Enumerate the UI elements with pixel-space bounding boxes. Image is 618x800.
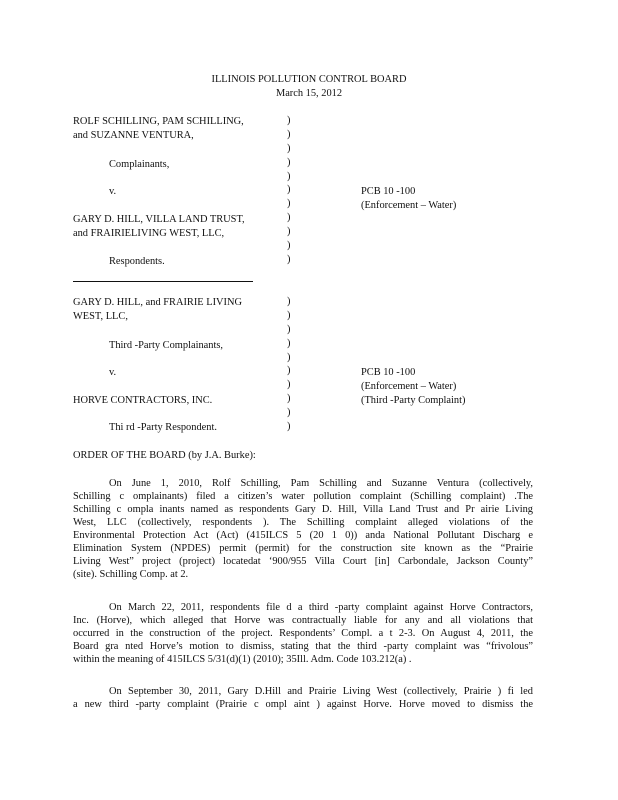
complainants-names-line1: ROLF SCHILLING, PAM SCHILLING, bbox=[73, 116, 244, 127]
paragraph-line: occurred in the construction of the project. Respondents’ Compl. a t 2-3. On August 4, 2011, the bbox=[73, 628, 533, 639]
paragraph-line: On June 1, 2010, Rolf Schilling, Pam Schilling and Suzanne Ventura (collectively, bbox=[109, 478, 533, 489]
paragraph-line: On March 22, 2011, respondents file d a third -party complaint against Horve Contractors, bbox=[109, 602, 533, 613]
case-type: (Enforcement – Water) bbox=[361, 200, 457, 211]
third-party-complainants-line1: GARY D. HILL, and FRAIRIE LIVING bbox=[73, 297, 243, 308]
paragraph-line: Living West” project (project) locatedat ‘900/955 Villa Court [in] Carbondale, Jackson County” bbox=[73, 556, 533, 567]
respondents-role: Respondents. bbox=[109, 256, 165, 267]
versus-label: v. bbox=[109, 186, 117, 197]
case-type-2: (Enforcement – Water) bbox=[361, 381, 457, 392]
board-name: ILLINOIS POLLUTION CONTROL BOARD bbox=[211, 74, 407, 85]
paragraph-line: Elimination System (NPDES) permit (permit) for the construction site known as the “Prairie bbox=[73, 543, 533, 554]
paragraph-line: Schilling c omplainants) filed a citizen’s water pollution complaint (Schilling complaint) .The bbox=[73, 491, 533, 502]
paragraph-line: West, LLC (collectively, respondents ). The Schilling complaint alleged violations of the bbox=[73, 517, 533, 528]
complainants-names-line2: and SUZANNE VENTURA, bbox=[73, 130, 194, 141]
caption-divider bbox=[73, 281, 253, 282]
caption-brackets-2: ) ) ) ) ) ) ) ) ) ) bbox=[287, 296, 291, 433]
third-party-complainants-role: Third -Party Complainants, bbox=[109, 340, 223, 351]
third-party-complainants-line2: WEST, LLC, bbox=[73, 311, 128, 322]
paragraph-3 bbox=[73, 685, 533, 711]
paragraph-2 bbox=[73, 601, 533, 666]
order-heading: ORDER OF THE BOARD (by J.A. Burke): bbox=[73, 450, 256, 461]
case-number-2: PCB 10 -100 bbox=[361, 367, 416, 378]
paragraph-line: On September 30, 2011, Gary D.Hill and Prairie Living West (collectively, Prairie ) fi led bbox=[109, 686, 533, 697]
case-subtype-2: (Third -Party Complaint) bbox=[361, 395, 466, 406]
paragraph-line: Board gra nted Horve’s motion to dismiss, stating that the third -party complaint was “frivolous” bbox=[73, 641, 533, 652]
paragraph-line: Schilling c ompla inants named as respondents Gary D. Hill, Villa Land Trust and Pr airie Living bbox=[73, 504, 533, 515]
caption-brackets: ) ) ) ) ) ) ) ) ) ) ) bbox=[287, 115, 291, 265]
paragraph-line: Inc. (Horve), which alleged that Horve was contractually liable for any and all violations that bbox=[73, 615, 533, 626]
paragraph-line: within the meaning of 415ILCS 5/31(d)(1) (2010); 35Ill. Adm. Code 103.212(a) . bbox=[73, 654, 412, 665]
complainants-role: Complainants, bbox=[109, 159, 170, 170]
paragraph-line: a new third -party complaint (Prairie c ompl aint ) against Horve. Horve moved to dismiss the bbox=[73, 699, 533, 710]
paragraph-1 bbox=[73, 477, 533, 581]
order-date: March 15, 2012 bbox=[275, 88, 343, 99]
case-number: PCB 10 -100 bbox=[361, 186, 416, 197]
paragraph-line: Environmental Protection Act (Act) (415ILCS 5 (20 1 0)) anda National Pollutant Discharg e bbox=[73, 530, 533, 541]
respondents-names-line2: and FRAIRIELIVING WEST, LLC, bbox=[73, 228, 225, 239]
versus-label-2: v. bbox=[109, 367, 117, 378]
third-party-respondent-role: Thi rd -Party Respondent. bbox=[109, 422, 217, 433]
respondents-names-line1: GARY D. HILL, VILLA LAND TRUST, bbox=[73, 214, 245, 225]
third-party-respondent-name: HORVE CONTRACTORS, INC. bbox=[73, 395, 213, 406]
paragraph-line: (site). Schilling Comp. at 2. bbox=[73, 569, 189, 580]
